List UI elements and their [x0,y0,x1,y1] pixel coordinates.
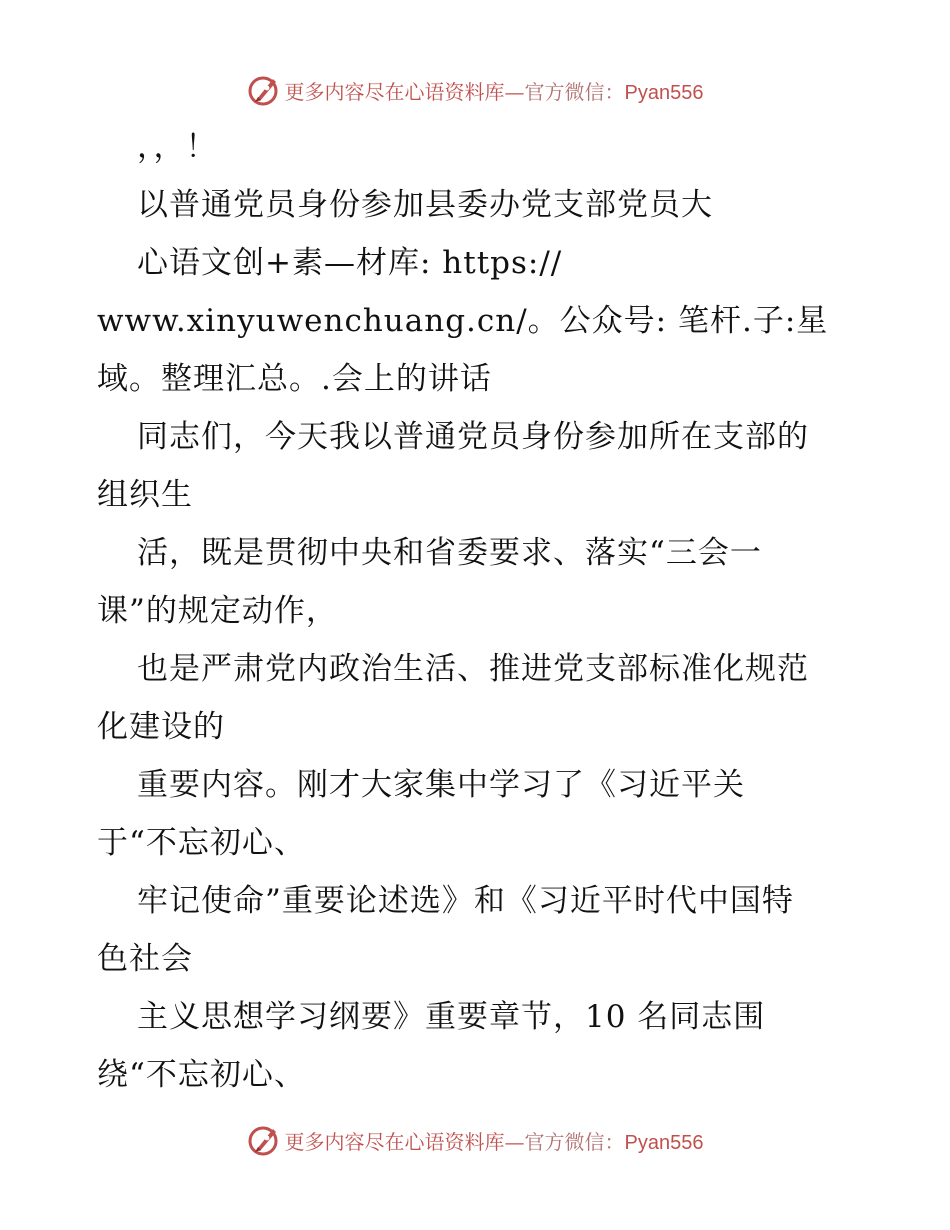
header-banner-dash: — [504,79,525,104]
body-line: 组织生 [97,477,193,513]
header-banner-text [285,76,704,105]
body-line: 域。整理汇总。.会上的讲话 [97,361,492,397]
body-line: 心语文创+素—材库: https:// [137,245,563,281]
body-line: 以普通党员身份参加县委办党支部党员大 [137,187,713,223]
footer-banner-wechat-label: 官方微信： [524,1129,625,1154]
body-line: 化建设的 [97,709,225,745]
body-line: 主义思想学习纲要》重要章节，10 名同志围 [137,999,766,1035]
quill-pen-logo-icon [247,1123,281,1157]
footer-banner-inner [247,1123,704,1157]
body-line: 色社会 [97,941,193,977]
body-line: 重要内容。刚才大家集中学习了《习近平关 [137,767,745,803]
footer-banner-wechat-id: Pyan556 [624,1131,704,1154]
footer-banner [0,1120,950,1160]
body-line: 课”的规定动作， [97,593,338,629]
body-line: 绕“不忘初心、 [97,1057,306,1093]
footer-banner-title: 更多内容尽在心语资料库 [284,1129,505,1154]
body-line: 也是严肃党内政治生活、推进党支部标准化规范 [137,651,809,687]
header-banner-wechat-id: Pyan556 [624,81,704,104]
footer-banner-text [285,1126,704,1155]
body-line: www.xinyuwenchuang.cn/。公众号: 笔杆.子:星 [97,303,829,339]
header-banner-title: 更多内容尽在心语资料库 [284,79,505,104]
body-line: ，，！ [137,129,218,165]
body-line: 于“不忘初心、 [97,825,306,861]
document-body [97,118,877,1104]
footer-banner-dash: — [504,1129,525,1154]
body-line: 同志们，今天我以普通党员身份参加所在支部的 [137,419,809,455]
body-line: 牢记使命”重要论述选》和《习近平时代中国特 [137,883,794,919]
header-banner-wechat-label: 官方微信： [524,79,625,104]
quill-pen-logo-icon [247,73,281,107]
header-banner-inner [247,73,704,107]
header-banner [0,70,950,110]
body-line: 活，既是贯彻中央和省委要求、落实“三会一 [137,535,762,571]
